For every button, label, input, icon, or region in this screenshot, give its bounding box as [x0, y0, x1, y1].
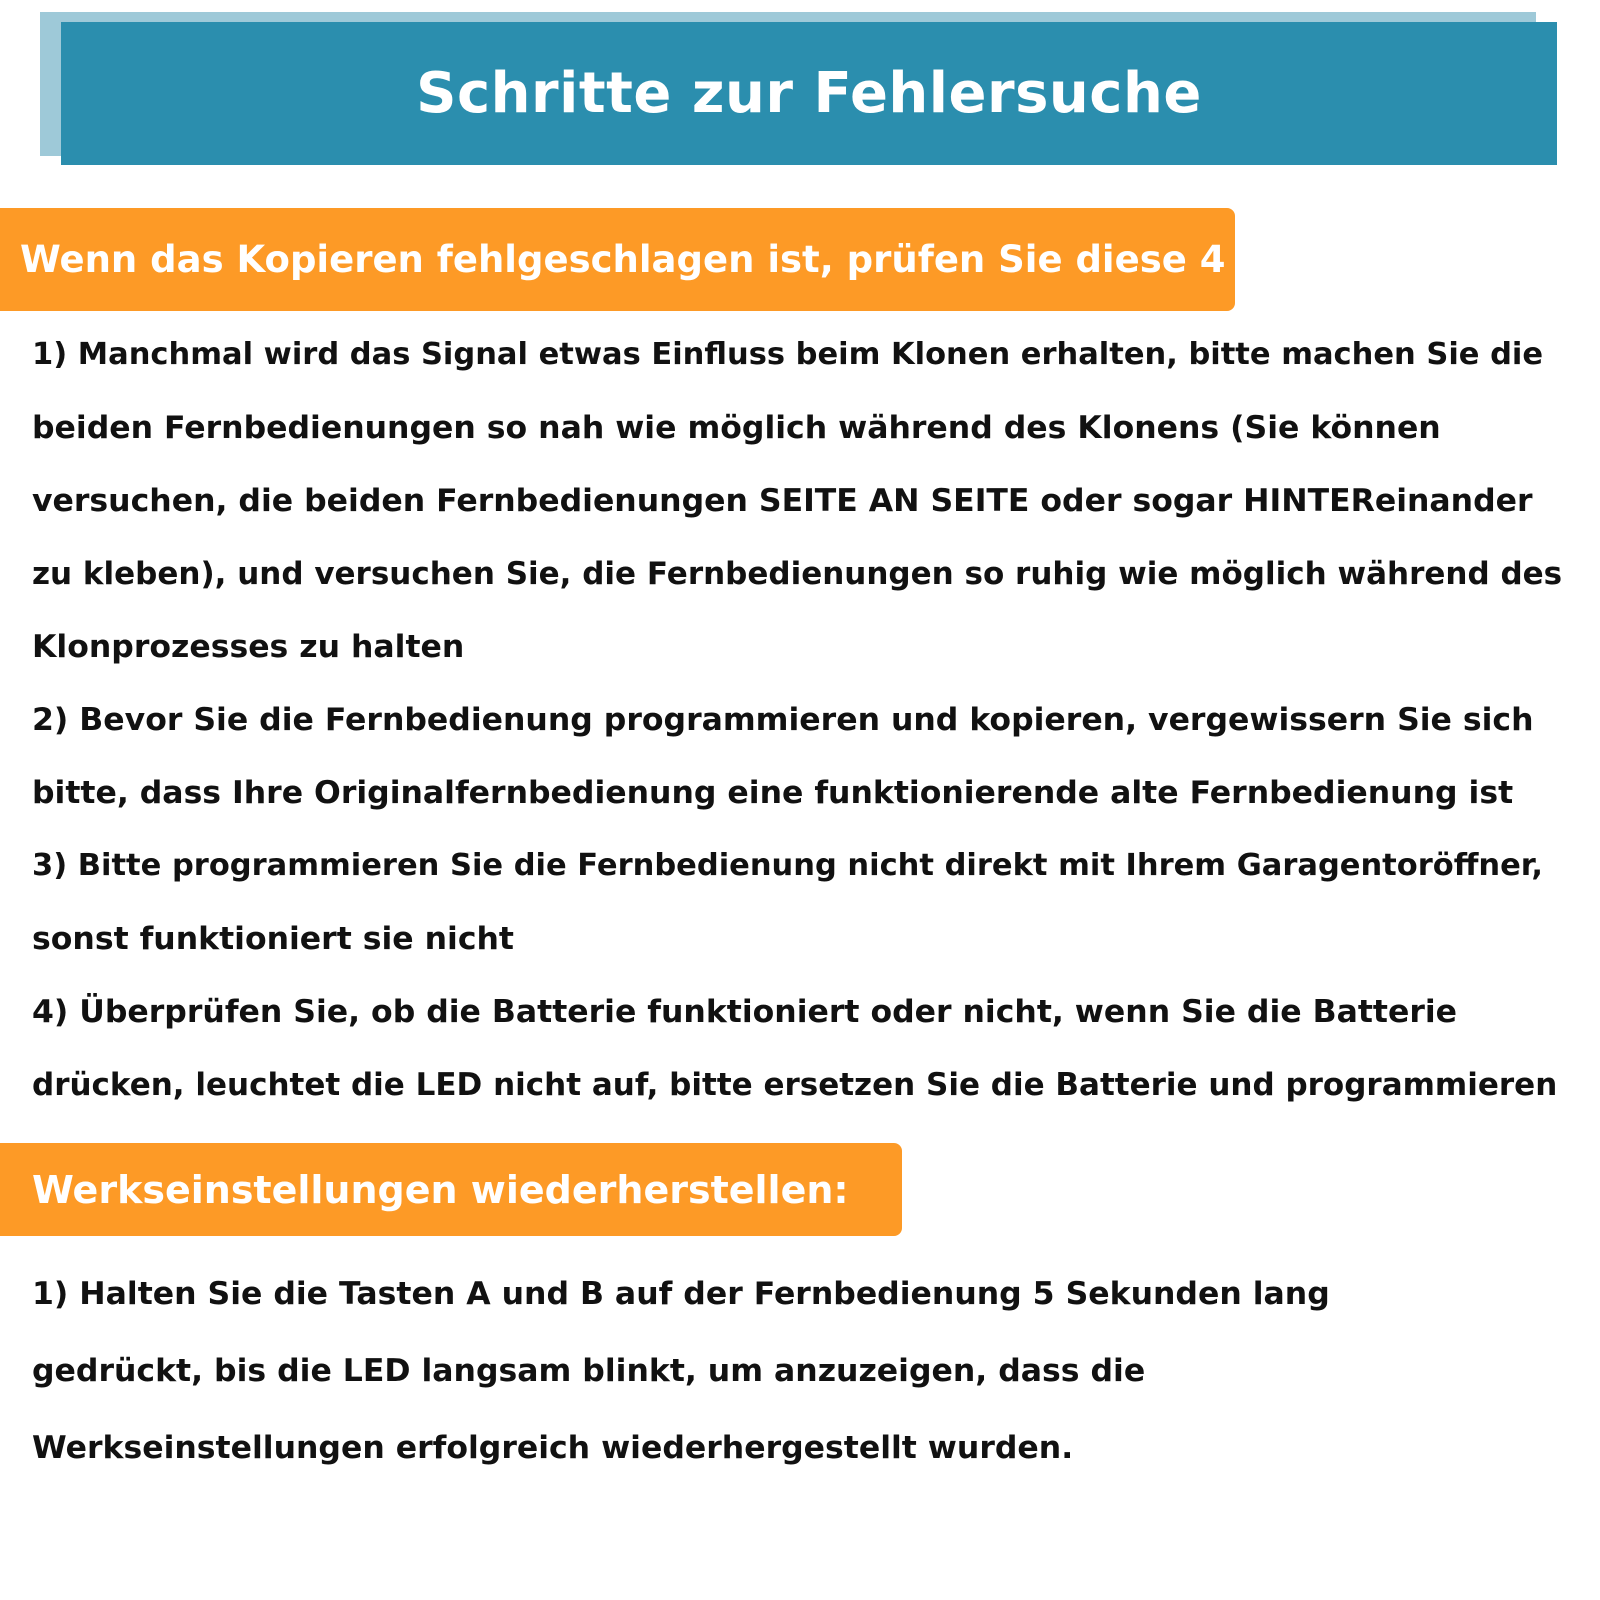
section-header-label: Wenn das Kopieren fehlgeschlagen ist, prüfen Sie diese 4: [20, 238, 1226, 281]
text-line: 1) Manchmal wird das Signal etwas Einfluss beim Klonen erhalten, bitte machen Sie die: [32, 337, 1544, 372]
text-line: 3) Bitte programmieren Sie die Fernbedienung nicht direkt mit Ihrem Garagentoröffner,: [32, 848, 1543, 883]
text-line: drücken, leuchtet die LED nicht auf, bitte ersetzen Sie die Batterie und programmieren: [32, 1067, 1558, 1103]
section-header-label: Werkseinstellungen wiederherstellen:: [32, 1167, 849, 1212]
text-line: Klonprozesses zu halten: [32, 629, 465, 665]
text-line: beiden Fernbedienungen so nah wie möglich während des Klonens (Sie können: [32, 410, 1441, 446]
page-title: Schritte zur Fehlersuche: [416, 61, 1202, 126]
text-line: bitte, dass Ihre Originalfernbedienung eine funktionierende alte Fernbedienung ist: [32, 775, 1514, 811]
text-line: 2) Bevor Sie die Fernbedienung programmieren und kopieren, vergewissern Sie sich: [32, 702, 1534, 738]
text-line: gedrückt, bis die LED langsam blinkt, um anzuzeigen, dass die: [32, 1353, 1146, 1389]
text-line: sonst funktioniert sie nicht: [32, 921, 514, 957]
text-line: zu kleben), und versuchen Sie, die Fernbedienungen so ruhig wie möglich während des: [32, 556, 1563, 592]
title-banner: [61, 22, 1557, 165]
text-line: 1) Halten Sie die Tasten A und B auf der Fernbedienung 5 Sekunden lang: [32, 1276, 1330, 1312]
section-header-copy-failed: [0, 208, 1235, 311]
text-line: versuchen, die beiden Fernbedienungen SEITE AN SEITE oder sogar HINTEReinander: [32, 483, 1533, 519]
text-line: 4) Überprüfen Sie, ob die Batterie funktioniert oder nicht, wenn Sie die Batterie: [32, 994, 1458, 1030]
section-header-factory-reset: [0, 1143, 902, 1236]
text-line: Werkseinstellungen erfolgreich wiederhergestellt wurden.: [32, 1430, 1074, 1466]
